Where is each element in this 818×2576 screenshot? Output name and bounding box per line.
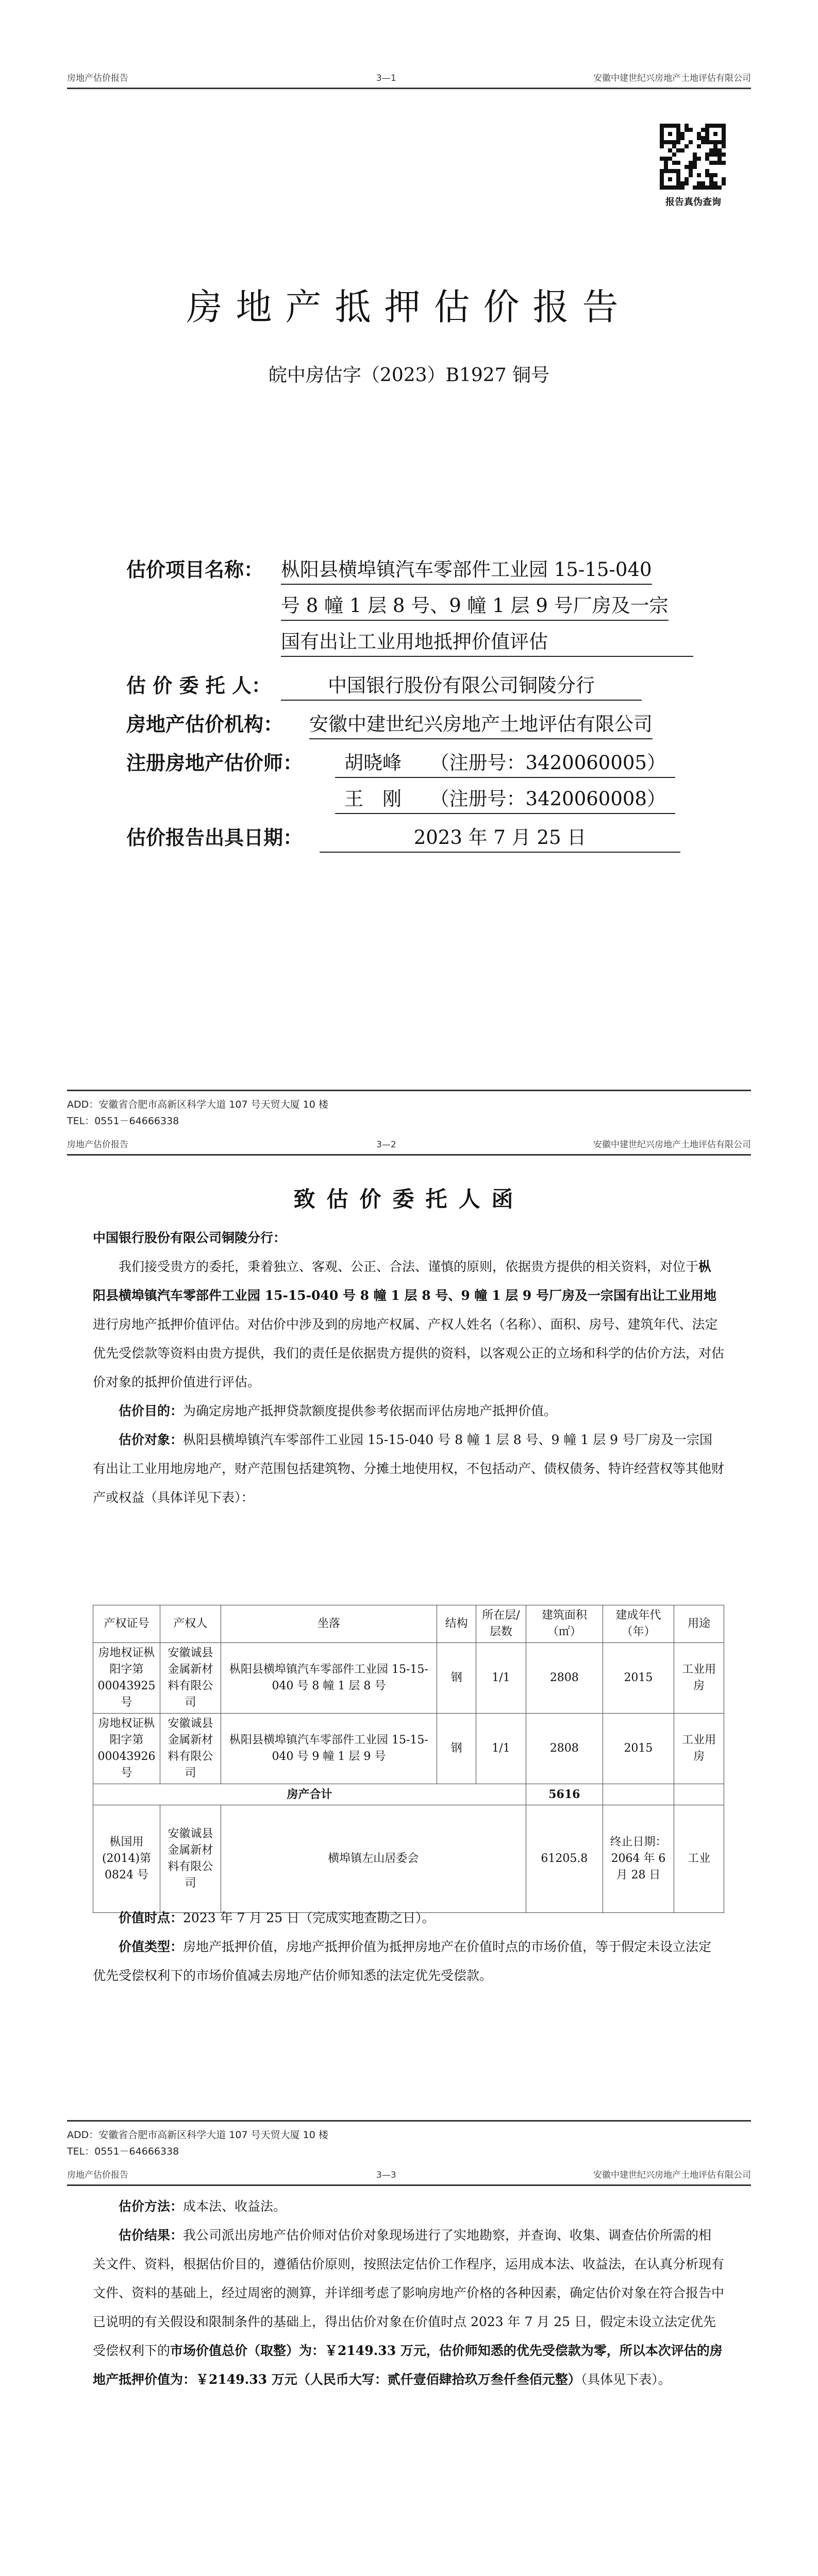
table-row: 房地权证枞阳字第 00043925 号 安徽诚县金属新材料有限公司 枞阳县横埠镇汽车零部件工业园 15-15-040 号 8 幢 1 层 8 号 钢 1/1 2808 2015 工业用房 — [93, 1643, 724, 1714]
footer-address: ADD：安徽省合肥市高新区科学大道 107 号天贸大厦 10 楼 — [67, 1099, 328, 1110]
letter-value-type: 价值类型：房地产抵押价值，房地产抵押价值为抵押房地产在价值时点的市场价值，等于假定未设立法定优先受偿权利下的市场价值减去房地产估价师知悉的法定优先受偿款。 — [93, 1939, 712, 1983]
table-row: 房地权证枞阳字第 00043926 号 安徽诚县金属新材料有限公司 枞阳县横埠镇汽车零部件工业园 15-15-040 号 9 幢 1 层 9 号 钢 1/1 2808 2015 工业用房 — [93, 1714, 724, 1784]
agency-value: 安徽中建世纪兴房地产土地评估有限公司 — [309, 708, 653, 739]
footer-address: ADD：安徽省合肥市高新区科学大道 107 号天贸大厦 10 楼 — [67, 2129, 328, 2141]
header-left: 房地产估价报告 — [67, 1140, 128, 1150]
header-page-number: 3—3 — [376, 2170, 396, 2180]
footer-tel: TEL：0551－64666338 — [67, 2146, 179, 2157]
project-name-label: 估价项目名称： — [126, 558, 264, 581]
header-page-number: 3—1 — [376, 73, 396, 83]
appraiser-label: 注册房地产估价师： — [126, 751, 303, 774]
client-label: 估 价 委 托 人： — [126, 674, 271, 697]
client-value: 中国银行股份有限公司铜陵分行 — [281, 670, 642, 701]
table-header-row: 产权证号 产权人 坐落 结构 所在层/层数 建筑面积（㎡） 建成年代（年） 用途 — [93, 1605, 724, 1643]
date-value: 2023 年 7 月 25 日 — [320, 822, 680, 853]
project-name-line1: 枞阳县横埠镇汽车零部件工业园 15-15-040 — [281, 554, 652, 585]
header-page-number: 3—2 — [376, 1140, 396, 1150]
letter-value-date: 价值时点：2023 年 7 月 25 日（完成实地查勘之日）。 — [119, 1910, 435, 1925]
cover-page — [0, 0, 818, 1127]
page-header — [67, 1133, 751, 1156]
date-label: 估价报告出具日期： — [126, 826, 303, 849]
letter-purpose: 估价目的：为确定房地产抵押贷款额度提供参考依据而评估房地产抵押价值。 — [119, 1403, 557, 1418]
report-title: 房地产抵押估价报告 — [186, 286, 632, 328]
appraiser-2: 王 刚 （注册号：3420060008） — [335, 783, 675, 814]
report-number: 皖中房估字（2023）B1927 铜号 — [268, 365, 550, 386]
table-land-row: 枞国用(2014)第 0824 号 安徽诚县金属新材料有限公司 横埠镇左山居委会 61205.8 终止日期：2064 年 6 月 28 日 工业 — [93, 1805, 724, 1913]
valuation-method: 估价方法：成本法、收益法。 — [119, 2199, 287, 2214]
letter-paragraph-1: 我们接受贵方的委托，秉着独立、客观、公正、合法、谨慎的原则，依据贵方提供的相关资料，对位于枞阳县横埠镇汽车零部件工业园 15-15-040 号 8 幢 1 层 8 号、9 幢 1 层 9 号厂房及一宗国有出让工业用地进行房地产抵押价值评估。对估价中涉及到的房地产权属、产权人姓名（名称）、面积、房号、建筑年代、法定优先受偿款等资料由贵方提供，我们的责任是依据贵方提供的资料，以客观公正的立场和科学的估价方法，对估价对象的抵押价值进行评估。 — [93, 1259, 725, 1389]
project-name-line3: 国有出让工业用地抵押价值评估 — [281, 626, 693, 657]
footer-tel: TEL：0551－64666338 — [67, 1115, 179, 1127]
valuation-result: 估价结果：我公司派出房地产估价师对估价对象现场进行了实地勘察，并查询、收集、调查估价所需的相关文件、资料，根据估价目的，遵循估价原则，按照法定估价工作程序，运用成本法、收益法，在认真分析现有文件、资料的基础上，经过周密的测算，并详细考虑了影响房地产价格的各种因素，确定估价对象在符合报告中已说明的有关假设和限制条件的基础上，得出估价对象在价值时点 2023 年 7 月 25 日，假定未设立法定优先受偿权利下的市场价值总价（取整）为：￥2149.33 万元，估价师知悉的优先受偿款为零，所以本次评估的房地产抵押价值为：￥2149.33 万元（人民币大写：贰仟壹佰肆拾玖万叁仟叁佰元整）（具体见下表）。 — [93, 2228, 725, 2387]
letter-title: 致估价委托人函 — [293, 1187, 525, 1212]
table-subtotal-row: 房产合计 5616 — [93, 1784, 724, 1805]
appraiser-1: 胡晓峰 （注册号：3420060005） — [335, 747, 675, 778]
project-name-line2: 号 8 幢 1 层 8 号、9 幢 1 层 9 号厂房及一宗 — [281, 590, 669, 621]
property-table — [93, 1605, 724, 1913]
page-footer — [67, 2120, 751, 2160]
page-header — [67, 2164, 751, 2186]
letter-body — [93, 1224, 724, 1512]
qr-caption: 报告真伪查询 — [665, 197, 721, 208]
agency-label: 房地产估价机构： — [126, 713, 283, 736]
qr-code[interactable] — [660, 124, 726, 190]
page-footer — [67, 1090, 751, 1129]
header-right: 安徽中建世纪兴房地产土地评估有限公司 — [593, 2170, 751, 2180]
letter-body-2 — [93, 1904, 724, 1990]
header-right: 安徽中建世纪兴房地产土地评估有限公司 — [593, 73, 751, 83]
page-header — [67, 67, 751, 89]
letter-addressee: 中国银行股份有限公司铜陵分行： — [93, 1230, 287, 1245]
header-left: 房地产估价报告 — [67, 73, 128, 83]
header-left: 房地产估价报告 — [67, 2170, 128, 2180]
result-body — [93, 2192, 724, 2394]
letter-page — [0, 1133, 818, 2164]
result-page — [0, 2164, 818, 2576]
header-right: 安徽中建世纪兴房地产土地评估有限公司 — [593, 1140, 751, 1150]
letter-object: 估价对象：枞阳县横埠镇汽车零部件工业园 15-15-040 号 8 幢 1 层 8 号、9 幢 1 层 9 号厂房及一宗国有出让工业用地房地产，财产范围包括建筑物、分摊土地使用权，不包括动产、债权债务、特许经营权等其他财产或权益（具体详见下表）： — [93, 1432, 725, 1505]
